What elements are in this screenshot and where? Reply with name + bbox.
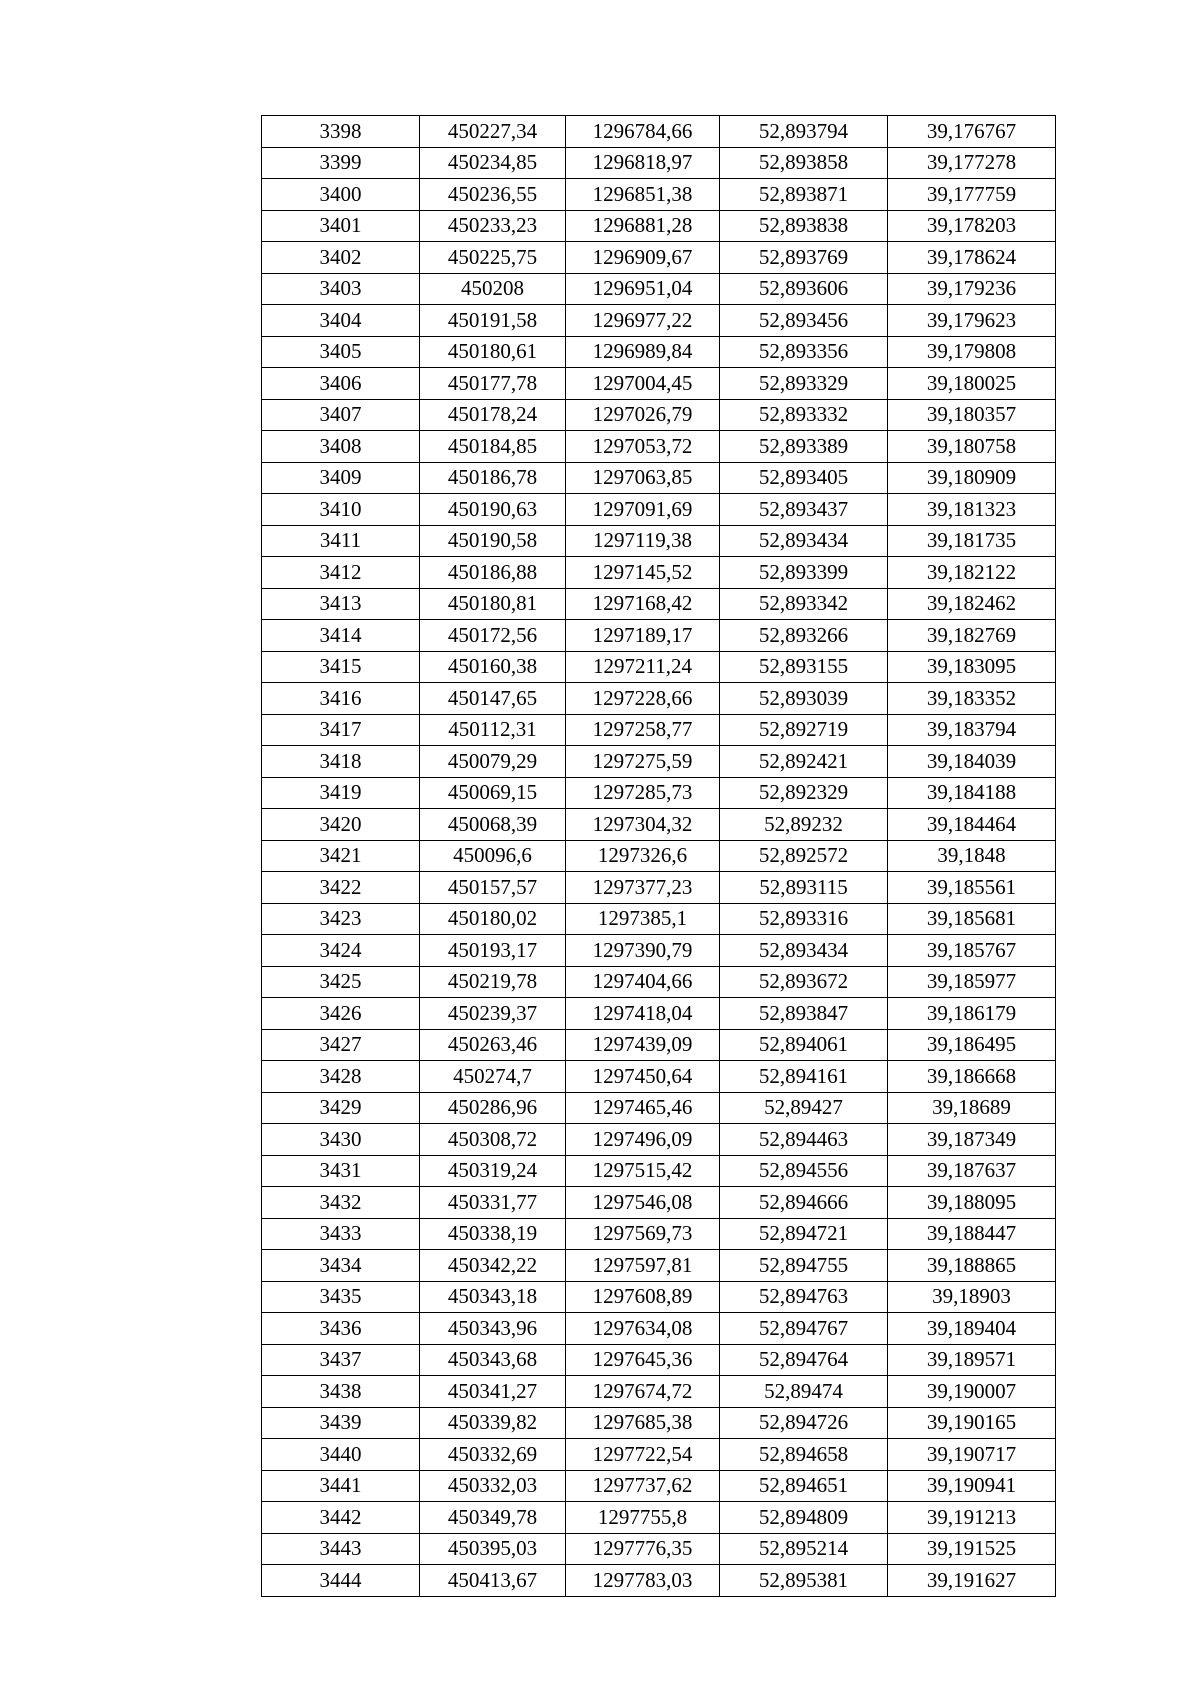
longitude-cell: 39,181735 bbox=[888, 525, 1056, 557]
latitude-cell: 52,893155 bbox=[720, 651, 888, 683]
y-coordinate-cell: 1297634,08 bbox=[566, 1313, 720, 1345]
latitude-cell: 52,894809 bbox=[720, 1502, 888, 1534]
point-number-cell: 3435 bbox=[262, 1281, 420, 1313]
latitude-cell: 52,893769 bbox=[720, 242, 888, 274]
x-coordinate-cell: 450342,22 bbox=[420, 1250, 566, 1282]
longitude-cell: 39,190165 bbox=[888, 1407, 1056, 1439]
table-row bbox=[262, 494, 1056, 526]
x-coordinate-cell: 450236,55 bbox=[420, 179, 566, 211]
latitude-cell: 52,895214 bbox=[720, 1533, 888, 1565]
y-coordinate-cell: 1296989,84 bbox=[566, 336, 720, 368]
table-row bbox=[262, 557, 1056, 589]
x-coordinate-cell: 450225,75 bbox=[420, 242, 566, 274]
latitude-cell: 52,893606 bbox=[720, 273, 888, 305]
latitude-cell: 52,893039 bbox=[720, 683, 888, 715]
latitude-cell: 52,894767 bbox=[720, 1313, 888, 1345]
longitude-cell: 39,181323 bbox=[888, 494, 1056, 526]
y-coordinate-cell: 1297119,38 bbox=[566, 525, 720, 557]
table-row bbox=[262, 746, 1056, 778]
longitude-cell: 39,190941 bbox=[888, 1470, 1056, 1502]
longitude-cell: 39,182122 bbox=[888, 557, 1056, 589]
x-coordinate-cell: 450319,24 bbox=[420, 1155, 566, 1187]
point-number-cell: 3412 bbox=[262, 557, 420, 589]
x-coordinate-cell: 450263,46 bbox=[420, 1029, 566, 1061]
latitude-cell: 52,893405 bbox=[720, 462, 888, 494]
latitude-cell: 52,893342 bbox=[720, 588, 888, 620]
y-coordinate-cell: 1297063,85 bbox=[566, 462, 720, 494]
x-coordinate-cell: 450177,78 bbox=[420, 368, 566, 400]
y-coordinate-cell: 1297685,38 bbox=[566, 1407, 720, 1439]
point-number-cell: 3415 bbox=[262, 651, 420, 683]
point-number-cell: 3443 bbox=[262, 1533, 420, 1565]
longitude-cell: 39,18903 bbox=[888, 1281, 1056, 1313]
x-coordinate-cell: 450208 bbox=[420, 273, 566, 305]
table-row bbox=[262, 1250, 1056, 1282]
x-coordinate-cell: 450332,03 bbox=[420, 1470, 566, 1502]
point-number-cell: 3427 bbox=[262, 1029, 420, 1061]
table-row bbox=[262, 1533, 1056, 1565]
table-row bbox=[262, 872, 1056, 904]
point-number-cell: 3399 bbox=[262, 147, 420, 179]
table-row bbox=[262, 1061, 1056, 1093]
point-number-cell: 3428 bbox=[262, 1061, 420, 1093]
table-row bbox=[262, 840, 1056, 872]
point-number-cell: 3404 bbox=[262, 305, 420, 337]
latitude-cell: 52,894651 bbox=[720, 1470, 888, 1502]
latitude-cell: 52,892329 bbox=[720, 777, 888, 809]
latitude-cell: 52,893871 bbox=[720, 179, 888, 211]
point-number-cell: 3429 bbox=[262, 1092, 420, 1124]
y-coordinate-cell: 1297404,66 bbox=[566, 966, 720, 998]
longitude-cell: 39,178203 bbox=[888, 210, 1056, 242]
x-coordinate-cell: 450160,38 bbox=[420, 651, 566, 683]
table-row bbox=[262, 336, 1056, 368]
point-number-cell: 3430 bbox=[262, 1124, 420, 1156]
x-coordinate-cell: 450413,67 bbox=[420, 1565, 566, 1597]
point-number-cell: 3407 bbox=[262, 399, 420, 431]
y-coordinate-cell: 1296909,67 bbox=[566, 242, 720, 274]
table-row bbox=[262, 525, 1056, 557]
y-coordinate-cell: 1297597,81 bbox=[566, 1250, 720, 1282]
latitude-cell: 52,894763 bbox=[720, 1281, 888, 1313]
x-coordinate-cell: 450157,57 bbox=[420, 872, 566, 904]
table-row bbox=[262, 714, 1056, 746]
longitude-cell: 39,186179 bbox=[888, 998, 1056, 1030]
point-number-cell: 3413 bbox=[262, 588, 420, 620]
longitude-cell: 39,183352 bbox=[888, 683, 1056, 715]
x-coordinate-cell: 450191,58 bbox=[420, 305, 566, 337]
latitude-cell: 52,894061 bbox=[720, 1029, 888, 1061]
latitude-cell: 52,894755 bbox=[720, 1250, 888, 1282]
point-number-cell: 3410 bbox=[262, 494, 420, 526]
y-coordinate-cell: 1297608,89 bbox=[566, 1281, 720, 1313]
y-coordinate-cell: 1297026,79 bbox=[566, 399, 720, 431]
table-row bbox=[262, 1029, 1056, 1061]
x-coordinate-cell: 450069,15 bbox=[420, 777, 566, 809]
y-coordinate-cell: 1296977,22 bbox=[566, 305, 720, 337]
longitude-cell: 39,179236 bbox=[888, 273, 1056, 305]
point-number-cell: 3442 bbox=[262, 1502, 420, 1534]
point-number-cell: 3402 bbox=[262, 242, 420, 274]
table-row bbox=[262, 935, 1056, 967]
x-coordinate-cell: 450332,69 bbox=[420, 1439, 566, 1471]
longitude-cell: 39,186668 bbox=[888, 1061, 1056, 1093]
longitude-cell: 39,184188 bbox=[888, 777, 1056, 809]
y-coordinate-cell: 1297722,54 bbox=[566, 1439, 720, 1471]
longitude-cell: 39,185681 bbox=[888, 903, 1056, 935]
longitude-cell: 39,176767 bbox=[888, 116, 1056, 148]
latitude-cell: 52,894666 bbox=[720, 1187, 888, 1219]
table-row bbox=[262, 305, 1056, 337]
y-coordinate-cell: 1297546,08 bbox=[566, 1187, 720, 1219]
table-row bbox=[262, 1407, 1056, 1439]
x-coordinate-cell: 450343,68 bbox=[420, 1344, 566, 1376]
longitude-cell: 39,178624 bbox=[888, 242, 1056, 274]
table-row bbox=[262, 1281, 1056, 1313]
y-coordinate-cell: 1297211,24 bbox=[566, 651, 720, 683]
longitude-cell: 39,177759 bbox=[888, 179, 1056, 211]
latitude-cell: 52,893437 bbox=[720, 494, 888, 526]
table-row bbox=[262, 1092, 1056, 1124]
y-coordinate-cell: 1297776,35 bbox=[566, 1533, 720, 1565]
table-row bbox=[262, 147, 1056, 179]
table-row bbox=[262, 966, 1056, 998]
point-number-cell: 3418 bbox=[262, 746, 420, 778]
latitude-cell: 52,892572 bbox=[720, 840, 888, 872]
latitude-cell: 52,893389 bbox=[720, 431, 888, 463]
longitude-cell: 39,18689 bbox=[888, 1092, 1056, 1124]
point-number-cell: 3400 bbox=[262, 179, 420, 211]
point-number-cell: 3422 bbox=[262, 872, 420, 904]
y-coordinate-cell: 1297053,72 bbox=[566, 431, 720, 463]
longitude-cell: 39,189571 bbox=[888, 1344, 1056, 1376]
latitude-cell: 52,894463 bbox=[720, 1124, 888, 1156]
point-number-cell: 3414 bbox=[262, 620, 420, 652]
table-row bbox=[262, 1376, 1056, 1408]
table-row bbox=[262, 998, 1056, 1030]
x-coordinate-cell: 450343,18 bbox=[420, 1281, 566, 1313]
point-number-cell: 3438 bbox=[262, 1376, 420, 1408]
y-coordinate-cell: 1297326,6 bbox=[566, 840, 720, 872]
latitude-cell: 52,894658 bbox=[720, 1439, 888, 1471]
longitude-cell: 39,185767 bbox=[888, 935, 1056, 967]
y-coordinate-cell: 1297755,8 bbox=[566, 1502, 720, 1534]
longitude-cell: 39,177278 bbox=[888, 147, 1056, 179]
longitude-cell: 39,186495 bbox=[888, 1029, 1056, 1061]
x-coordinate-cell: 450112,31 bbox=[420, 714, 566, 746]
latitude-cell: 52,893332 bbox=[720, 399, 888, 431]
table-row bbox=[262, 1218, 1056, 1250]
point-number-cell: 3401 bbox=[262, 210, 420, 242]
longitude-cell: 39,184039 bbox=[888, 746, 1056, 778]
table-row bbox=[262, 777, 1056, 809]
longitude-cell: 39,188447 bbox=[888, 1218, 1056, 1250]
longitude-cell: 39,188865 bbox=[888, 1250, 1056, 1282]
y-coordinate-cell: 1297385,1 bbox=[566, 903, 720, 935]
latitude-cell: 52,894161 bbox=[720, 1061, 888, 1093]
y-coordinate-cell: 1297004,45 bbox=[566, 368, 720, 400]
latitude-cell: 52,89232 bbox=[720, 809, 888, 841]
x-coordinate-cell: 450190,58 bbox=[420, 525, 566, 557]
point-number-cell: 3434 bbox=[262, 1250, 420, 1282]
longitude-cell: 39,182462 bbox=[888, 588, 1056, 620]
x-coordinate-cell: 450096,6 bbox=[420, 840, 566, 872]
latitude-cell: 52,893672 bbox=[720, 966, 888, 998]
point-number-cell: 3416 bbox=[262, 683, 420, 715]
point-number-cell: 3444 bbox=[262, 1565, 420, 1597]
y-coordinate-cell: 1297228,66 bbox=[566, 683, 720, 715]
point-number-cell: 3431 bbox=[262, 1155, 420, 1187]
table-row bbox=[262, 683, 1056, 715]
longitude-cell: 39,187349 bbox=[888, 1124, 1056, 1156]
x-coordinate-cell: 450286,96 bbox=[420, 1092, 566, 1124]
y-coordinate-cell: 1297304,32 bbox=[566, 809, 720, 841]
point-number-cell: 3421 bbox=[262, 840, 420, 872]
y-coordinate-cell: 1297439,09 bbox=[566, 1029, 720, 1061]
latitude-cell: 52,893399 bbox=[720, 557, 888, 589]
latitude-cell: 52,893329 bbox=[720, 368, 888, 400]
latitude-cell: 52,893456 bbox=[720, 305, 888, 337]
x-coordinate-cell: 450395,03 bbox=[420, 1533, 566, 1565]
x-coordinate-cell: 450186,78 bbox=[420, 462, 566, 494]
y-coordinate-cell: 1297258,77 bbox=[566, 714, 720, 746]
table-row bbox=[262, 116, 1056, 148]
y-coordinate-cell: 1297645,36 bbox=[566, 1344, 720, 1376]
latitude-cell: 52,893434 bbox=[720, 525, 888, 557]
x-coordinate-cell: 450186,88 bbox=[420, 557, 566, 589]
latitude-cell: 52,893316 bbox=[720, 903, 888, 935]
longitude-cell: 39,185977 bbox=[888, 966, 1056, 998]
x-coordinate-cell: 450180,02 bbox=[420, 903, 566, 935]
y-coordinate-cell: 1296851,38 bbox=[566, 179, 720, 211]
y-coordinate-cell: 1297737,62 bbox=[566, 1470, 720, 1502]
y-coordinate-cell: 1297145,52 bbox=[566, 557, 720, 589]
x-coordinate-cell: 450239,37 bbox=[420, 998, 566, 1030]
longitude-cell: 39,182769 bbox=[888, 620, 1056, 652]
point-number-cell: 3425 bbox=[262, 966, 420, 998]
point-number-cell: 3408 bbox=[262, 431, 420, 463]
y-coordinate-cell: 1297515,42 bbox=[566, 1155, 720, 1187]
latitude-cell: 52,893434 bbox=[720, 935, 888, 967]
point-number-cell: 3411 bbox=[262, 525, 420, 557]
x-coordinate-cell: 450233,23 bbox=[420, 210, 566, 242]
table-row bbox=[262, 1439, 1056, 1471]
longitude-cell: 39,180025 bbox=[888, 368, 1056, 400]
table-row bbox=[262, 273, 1056, 305]
point-number-cell: 3417 bbox=[262, 714, 420, 746]
longitude-cell: 39,191627 bbox=[888, 1565, 1056, 1597]
y-coordinate-cell: 1296951,04 bbox=[566, 273, 720, 305]
y-coordinate-cell: 1297465,46 bbox=[566, 1092, 720, 1124]
longitude-cell: 39,188095 bbox=[888, 1187, 1056, 1219]
point-number-cell: 3405 bbox=[262, 336, 420, 368]
x-coordinate-cell: 450068,39 bbox=[420, 809, 566, 841]
point-number-cell: 3439 bbox=[262, 1407, 420, 1439]
coordinates-table bbox=[261, 115, 1056, 1597]
table-row bbox=[262, 588, 1056, 620]
y-coordinate-cell: 1297189,17 bbox=[566, 620, 720, 652]
latitude-cell: 52,895381 bbox=[720, 1565, 888, 1597]
point-number-cell: 3423 bbox=[262, 903, 420, 935]
latitude-cell: 52,894556 bbox=[720, 1155, 888, 1187]
table-row bbox=[262, 210, 1056, 242]
x-coordinate-cell: 450227,34 bbox=[420, 116, 566, 148]
x-coordinate-cell: 450079,29 bbox=[420, 746, 566, 778]
y-coordinate-cell: 1297091,69 bbox=[566, 494, 720, 526]
table-row bbox=[262, 651, 1056, 683]
latitude-cell: 52,89427 bbox=[720, 1092, 888, 1124]
latitude-cell: 52,892421 bbox=[720, 746, 888, 778]
longitude-cell: 39,179623 bbox=[888, 305, 1056, 337]
latitude-cell: 52,894764 bbox=[720, 1344, 888, 1376]
x-coordinate-cell: 450331,77 bbox=[420, 1187, 566, 1219]
table-row bbox=[262, 179, 1056, 211]
y-coordinate-cell: 1297418,04 bbox=[566, 998, 720, 1030]
latitude-cell: 52,893115 bbox=[720, 872, 888, 904]
longitude-cell: 39,187637 bbox=[888, 1155, 1056, 1187]
longitude-cell: 39,190007 bbox=[888, 1376, 1056, 1408]
y-coordinate-cell: 1297674,72 bbox=[566, 1376, 720, 1408]
table-row bbox=[262, 1470, 1056, 1502]
y-coordinate-cell: 1297390,79 bbox=[566, 935, 720, 967]
table-row bbox=[262, 903, 1056, 935]
table-row bbox=[262, 1187, 1056, 1219]
x-coordinate-cell: 450172,56 bbox=[420, 620, 566, 652]
table-row bbox=[262, 1155, 1056, 1187]
point-number-cell: 3441 bbox=[262, 1470, 420, 1502]
x-coordinate-cell: 450219,78 bbox=[420, 966, 566, 998]
table-row bbox=[262, 242, 1056, 274]
x-coordinate-cell: 450338,19 bbox=[420, 1218, 566, 1250]
point-number-cell: 3419 bbox=[262, 777, 420, 809]
latitude-cell: 52,892719 bbox=[720, 714, 888, 746]
table-row bbox=[262, 399, 1056, 431]
point-number-cell: 3432 bbox=[262, 1187, 420, 1219]
point-number-cell: 3406 bbox=[262, 368, 420, 400]
point-number-cell: 3398 bbox=[262, 116, 420, 148]
point-number-cell: 3426 bbox=[262, 998, 420, 1030]
y-coordinate-cell: 1296818,97 bbox=[566, 147, 720, 179]
table-row bbox=[262, 1313, 1056, 1345]
longitude-cell: 39,180758 bbox=[888, 431, 1056, 463]
table-row bbox=[262, 1124, 1056, 1156]
x-coordinate-cell: 450180,61 bbox=[420, 336, 566, 368]
longitude-cell: 39,180909 bbox=[888, 462, 1056, 494]
table-row bbox=[262, 431, 1056, 463]
longitude-cell: 39,191213 bbox=[888, 1502, 1056, 1534]
longitude-cell: 39,191525 bbox=[888, 1533, 1056, 1565]
point-number-cell: 3440 bbox=[262, 1439, 420, 1471]
x-coordinate-cell: 450274,7 bbox=[420, 1061, 566, 1093]
latitude-cell: 52,893266 bbox=[720, 620, 888, 652]
point-number-cell: 3420 bbox=[262, 809, 420, 841]
point-number-cell: 3409 bbox=[262, 462, 420, 494]
longitude-cell: 39,183794 bbox=[888, 714, 1056, 746]
latitude-cell: 52,894726 bbox=[720, 1407, 888, 1439]
y-coordinate-cell: 1297496,09 bbox=[566, 1124, 720, 1156]
y-coordinate-cell: 1297783,03 bbox=[566, 1565, 720, 1597]
x-coordinate-cell: 450193,17 bbox=[420, 935, 566, 967]
y-coordinate-cell: 1297285,73 bbox=[566, 777, 720, 809]
point-number-cell: 3436 bbox=[262, 1313, 420, 1345]
x-coordinate-cell: 450308,72 bbox=[420, 1124, 566, 1156]
latitude-cell: 52,893838 bbox=[720, 210, 888, 242]
longitude-cell: 39,1848 bbox=[888, 840, 1056, 872]
latitude-cell: 52,893858 bbox=[720, 147, 888, 179]
y-coordinate-cell: 1296881,28 bbox=[566, 210, 720, 242]
y-coordinate-cell: 1297569,73 bbox=[566, 1218, 720, 1250]
table-row bbox=[262, 620, 1056, 652]
x-coordinate-cell: 450147,65 bbox=[420, 683, 566, 715]
longitude-cell: 39,185561 bbox=[888, 872, 1056, 904]
longitude-cell: 39,184464 bbox=[888, 809, 1056, 841]
table-row bbox=[262, 1565, 1056, 1597]
longitude-cell: 39,183095 bbox=[888, 651, 1056, 683]
x-coordinate-cell: 450349,78 bbox=[420, 1502, 566, 1534]
longitude-cell: 39,180357 bbox=[888, 399, 1056, 431]
x-coordinate-cell: 450184,85 bbox=[420, 431, 566, 463]
x-coordinate-cell: 450190,63 bbox=[420, 494, 566, 526]
point-number-cell: 3424 bbox=[262, 935, 420, 967]
longitude-cell: 39,179808 bbox=[888, 336, 1056, 368]
latitude-cell: 52,893356 bbox=[720, 336, 888, 368]
y-coordinate-cell: 1297275,59 bbox=[566, 746, 720, 778]
x-coordinate-cell: 450341,27 bbox=[420, 1376, 566, 1408]
longitude-cell: 39,190717 bbox=[888, 1439, 1056, 1471]
x-coordinate-cell: 450234,85 bbox=[420, 147, 566, 179]
y-coordinate-cell: 1296784,66 bbox=[566, 116, 720, 148]
latitude-cell: 52,894721 bbox=[720, 1218, 888, 1250]
point-number-cell: 3437 bbox=[262, 1344, 420, 1376]
table-row bbox=[262, 1344, 1056, 1376]
coordinates-table-body bbox=[262, 116, 1056, 1597]
table-row bbox=[262, 462, 1056, 494]
table-row bbox=[262, 1502, 1056, 1534]
x-coordinate-cell: 450178,24 bbox=[420, 399, 566, 431]
y-coordinate-cell: 1297450,64 bbox=[566, 1061, 720, 1093]
latitude-cell: 52,893847 bbox=[720, 998, 888, 1030]
longitude-cell: 39,189404 bbox=[888, 1313, 1056, 1345]
point-number-cell: 3403 bbox=[262, 273, 420, 305]
table-row bbox=[262, 368, 1056, 400]
table-row bbox=[262, 809, 1056, 841]
point-number-cell: 3433 bbox=[262, 1218, 420, 1250]
latitude-cell: 52,893794 bbox=[720, 116, 888, 148]
y-coordinate-cell: 1297168,42 bbox=[566, 588, 720, 620]
x-coordinate-cell: 450339,82 bbox=[420, 1407, 566, 1439]
latitude-cell: 52,89474 bbox=[720, 1376, 888, 1408]
y-coordinate-cell: 1297377,23 bbox=[566, 872, 720, 904]
x-coordinate-cell: 450343,96 bbox=[420, 1313, 566, 1345]
x-coordinate-cell: 450180,81 bbox=[420, 588, 566, 620]
